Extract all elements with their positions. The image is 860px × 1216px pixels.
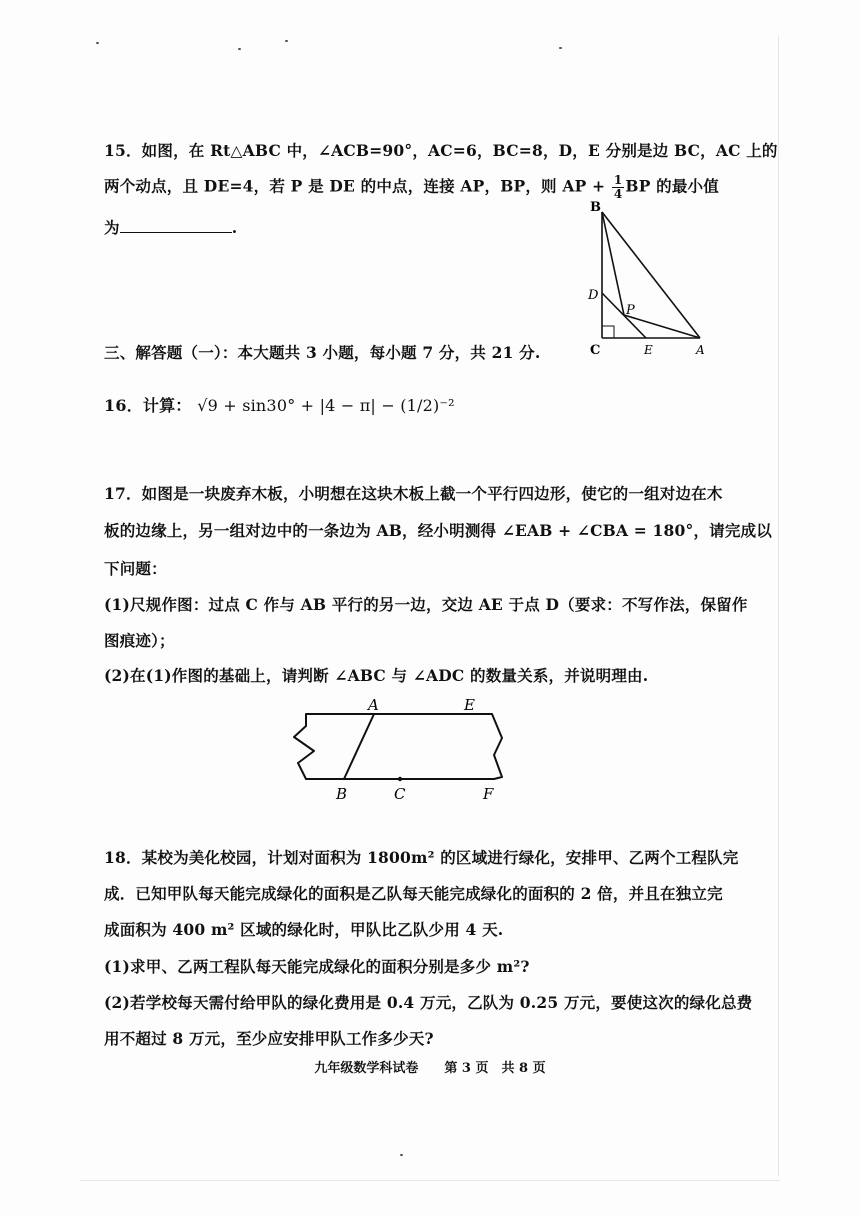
point-label-C: C: [590, 343, 601, 358]
q17-part-1-line-1: (1)尺规作图：过点 C 作与 AB 平行的另一边，交边 AE 于点 D（要求：不写作法，保留作: [104, 595, 748, 614]
q15-line-2-tail: BP 的最小值: [625, 176, 719, 196]
q18-part-2-line-2: 用不超过 8 万元，至少应安排甲队工作多少天?: [104, 1029, 434, 1048]
point-label-B: B: [590, 200, 601, 215]
scan-speck: [96, 42, 99, 44]
q18-line-1: 18．某校为美化校园，计划对面积为 1800m² 的区域进行绿化，安排甲、乙两个工程队完: [104, 848, 739, 867]
board-label-B: B: [336, 785, 348, 803]
q17-line-3: 下问题：: [104, 559, 167, 578]
scan-speck: [285, 40, 288, 42]
scan-speck: [238, 48, 241, 50]
figure-q17-board: [280, 693, 520, 808]
page-edge-right: [778, 36, 779, 1176]
q15-answer-prefix: 为: [104, 218, 120, 237]
q15-line-1: 15．如图，在 Rt△ABC 中，∠ACB=90°，AC=6，BC=8，D，E 分别是边 BC，AC 上的: [104, 141, 778, 160]
right-angle-mark: [602, 326, 614, 338]
q17-line-2: 板的边缘上，另一组对边中的一条边为 AB，经小明测得 ∠EAB + ∠CBA = 180°，请完成以: [104, 521, 772, 540]
point-label-E: E: [644, 343, 653, 357]
q15-line-2-text: 两个动点，且 DE=4，若 P 是 DE 的中点，连接 AP，BP，则 AP +: [104, 176, 606, 196]
segment-AB-board: [344, 714, 374, 779]
point-label-A: A: [696, 343, 705, 357]
point-label-D: D: [588, 288, 599, 303]
q18-part-2-line-1: (2)若学校每天需付给甲队的绿化费用是 0.4 万元，乙队为 0.25 万元，要使这次的绿化总费: [104, 993, 753, 1012]
board-label-F: F: [483, 785, 494, 803]
q15-answer-period: .: [231, 218, 238, 237]
q17-part-1-line-2: 图痕迹）；: [104, 631, 175, 650]
scan-speck: [559, 47, 562, 49]
q16-expression: √9 + sin30° + |4 − π| − (1/2)⁻²: [197, 396, 455, 415]
figure-q15-triangle: [580, 195, 720, 365]
board-label-E: E: [464, 696, 475, 714]
point-label-P: P: [626, 303, 635, 318]
section-heading: 三、解答题（一）：本大题共 3 小题，每小题 7 分，共 21 分.: [104, 343, 541, 362]
board-outline: [294, 714, 502, 779]
fraction-numerator: 1: [613, 173, 623, 187]
q18-line-3: 成面积为 400 m² 区域的绿化时，甲队比乙队少用 4 天.: [104, 920, 504, 939]
q16-line: [104, 393, 455, 416]
q18-part-1: (1)求甲、乙两工程队每天能完成绿化的面积分别是多少 m²?: [104, 957, 530, 976]
page-footer: 九年级数学科试卷 第 3 页 共 8 页: [314, 1061, 546, 1076]
board-label-A: A: [368, 696, 379, 714]
fraction-denominator: 4: [613, 187, 623, 201]
point-C: [398, 777, 402, 781]
segment-BP: [602, 212, 624, 315]
q18-line-2: 成．已知甲队每天能完成绿化的面积是乙队每天能完成绿化的面积的 2 倍，并且在独立完: [104, 884, 723, 903]
scan-speck: [400, 1154, 403, 1156]
segment-AB: [602, 212, 700, 338]
answer-blank[interactable]: [120, 218, 232, 233]
q17-line-1: 17．如图是一块废弃木板，小明想在这块木板上截一个平行四边形，使它的一组对边在木: [104, 484, 723, 503]
q16-prefix: 16．计算：: [104, 396, 192, 415]
q17-part-2: (2)在(1)作图的基础上，请判断 ∠ABC 与 ∠ADC 的数量关系，并说明理由.: [104, 666, 649, 685]
board-label-C: C: [394, 785, 406, 803]
page-edge-bottom: [80, 1180, 780, 1181]
q15-line-3: [104, 216, 237, 238]
